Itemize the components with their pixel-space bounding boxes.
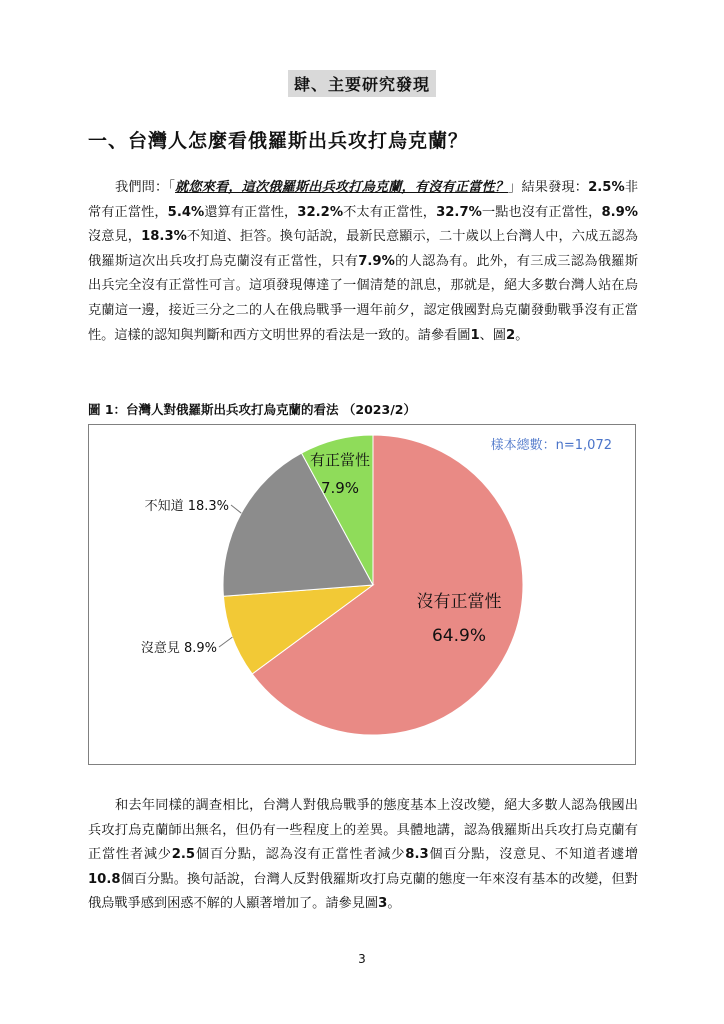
para1-text-4: 一點也沒有正當性，	[481, 204, 602, 220]
para1-text-2: 還算有正當性，	[204, 204, 298, 220]
para1-text-5: 沒意見，	[88, 229, 142, 245]
para1-lead: 我們問：「	[115, 180, 176, 195]
sample-size-note: 樣本總數：n=1,072	[490, 438, 612, 453]
page-number: 3	[358, 952, 366, 966]
change-not-justified: 8.3	[405, 847, 429, 863]
survey-question: 就您來看，這次俄羅斯出兵攻打烏克蘭，有沒有正當性？	[175, 180, 509, 195]
stat-not-justified-at-all: 32.7%	[436, 204, 482, 220]
para2-text-4: 個百分點。換句話說，台灣人反對俄羅斯攻打烏克蘭的態度一年來沒有基本的改變，但對俄烏戰爭感到困惑不解的人顯著增加了。請參見圖	[88, 871, 638, 912]
change-justified: 2.5	[171, 847, 196, 863]
section-title	[0, 70, 724, 97]
para2-text-5: 。	[387, 896, 401, 912]
stat-somewhat-justified: 5.4%	[167, 204, 205, 220]
para2-text-3: 個百分點，沒意見、不知道者遽增	[428, 847, 639, 863]
para1-after-question: 」結果發現：	[508, 180, 589, 195]
slice-label: 不知道 18.3%	[144, 499, 229, 514]
stat-justified: 7.9%	[358, 253, 395, 269]
change-no-opinion: 10.8	[88, 871, 121, 887]
stat-dont-know: 18.3%	[141, 229, 187, 245]
slice-label: 有正當性	[309, 451, 371, 469]
para2-text-2: 個百分點，認為沒有正當性者減少	[195, 847, 406, 863]
stat-not-very-justified: 32.2%	[297, 204, 344, 220]
figure-ref-1: 1	[470, 327, 480, 343]
slice-value-label: 64.9%	[431, 626, 487, 646]
section-title-text: 肆、主要研究發現	[288, 70, 436, 97]
pie-chart-frame	[88, 424, 636, 765]
leader-line	[219, 637, 232, 647]
figure-caption: 圖 1：台灣人對俄羅斯出兵攻打烏克蘭的看法 （2023/2）	[88, 402, 416, 417]
stat-no-opinion: 8.9%	[601, 204, 639, 220]
para1-text-3: 不太有正當性，	[343, 204, 437, 220]
figure-ref-3: 3	[378, 896, 388, 912]
page-heading: 一、台灣人怎麼看俄羅斯出兵攻打烏克蘭？	[88, 130, 469, 152]
para1-text-7: 的人認為有。此外，有三成三認為俄羅斯出兵完全沒有正當性可言。這項發現傳達了一個清楚的訊息，那就是，絕大多數台灣人站在烏克蘭這一邊，接近三分之二的人在俄烏戰爭一週年前夕，認定俄國對烏克蘭發動戰爭沒有正當性。這樣的認知與判斷和西方文明世界的看法是一致的。請參看圖	[88, 253, 639, 343]
leader-line	[231, 505, 241, 513]
paragraph-comparison	[88, 794, 638, 917]
slice-label: 沒有正當性	[416, 592, 502, 612]
para1-text-9: 。	[515, 327, 529, 343]
para1-text-1: 非常有正當性，	[88, 180, 639, 220]
slice-value-label: 7.9%	[320, 479, 360, 497]
pie-chart	[89, 425, 635, 764]
para1-text-6: 不知道、拒答。換句話說，最新民意顯示，二十歲以上台灣人中，六成五認為俄羅斯這次出兵攻打烏克蘭沒有正當性，只有	[88, 229, 638, 269]
para2-text-1: 和去年同樣的調查相比，台灣人對俄烏戰爭的態度基本上沒改變，絕大多數人認為俄國出兵攻打烏克蘭師出無名，但仍有一些程度上的差異。具體地講，認為俄羅斯出兵攻打烏克蘭有正當性者減少	[88, 798, 638, 863]
paragraph-findings	[88, 176, 638, 348]
stat-very-justified: 2.5%	[588, 180, 625, 195]
figure-ref-2: 2	[506, 327, 516, 343]
para1-text-8: 、圖	[479, 327, 506, 343]
slice-label: 沒意見 8.9%	[140, 641, 217, 656]
